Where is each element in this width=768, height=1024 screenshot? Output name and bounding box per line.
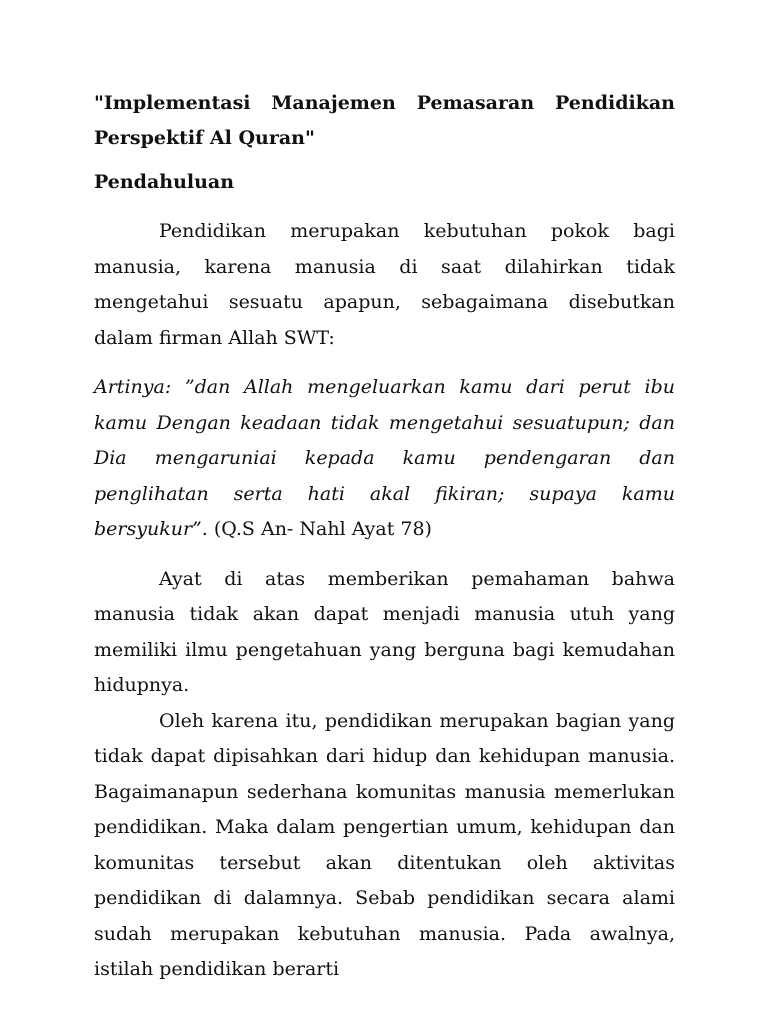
paragraph-continuation: Oleh karena itu, pendidikan merupakan bagian yang tidak dapat dipisahkan dari hidup dan kehidupan manusia. Bagaimanapun sederhana komunitas manusia memerlukan pendidikan. Maka dalam pengertian umum, kehidupan dan komunitas tersebut akan ditentukan oleh aktivitas pendidikan di dalamnya. Sebab pendidikan secara alami sudah merupakan kebutuhan manusia. Pada awalnya, istilah pendidikan berarti: [94, 709, 675, 980]
document-body: [94, 86, 675, 1002]
paragraph-intro: Pendidikan merupakan kebutuhan pokok bagi manusia, karena manusia di saat dilahirkan tidak mengetahui sesuatu apapun, sebagaimana disebutkan dalam firman Allah SWT:: [94, 220, 675, 349]
quran-quote: [94, 370, 675, 548]
quote-translation: Artinya: ”dan Allah mengeluarkan kamu dari perut ibu kamu Dengan keadaan tidak mengetahui sesuatupun; dan Dia mengaruniai kepada kamu pendengaran dan penglihatan serta hati akal fikiran; supaya kamu bersyukur”.: [94, 376, 675, 540]
document-title: "Implementasi Manajemen Pemasaran Pendidikan Perspektif Al Quran": [94, 92, 675, 149]
paragraph-explanation: Ayat di atas memberikan pemahaman bahwa manusia tidak akan dapat menjadi manusia utuh yang memiliki ilmu pengetahuan yang berguna bagi kemudahan hidupnya.: [94, 567, 675, 696]
quote-reference: (Q.S An- Nahl Ayat 78): [207, 518, 432, 540]
section-heading: Pendahuluan: [94, 171, 235, 193]
